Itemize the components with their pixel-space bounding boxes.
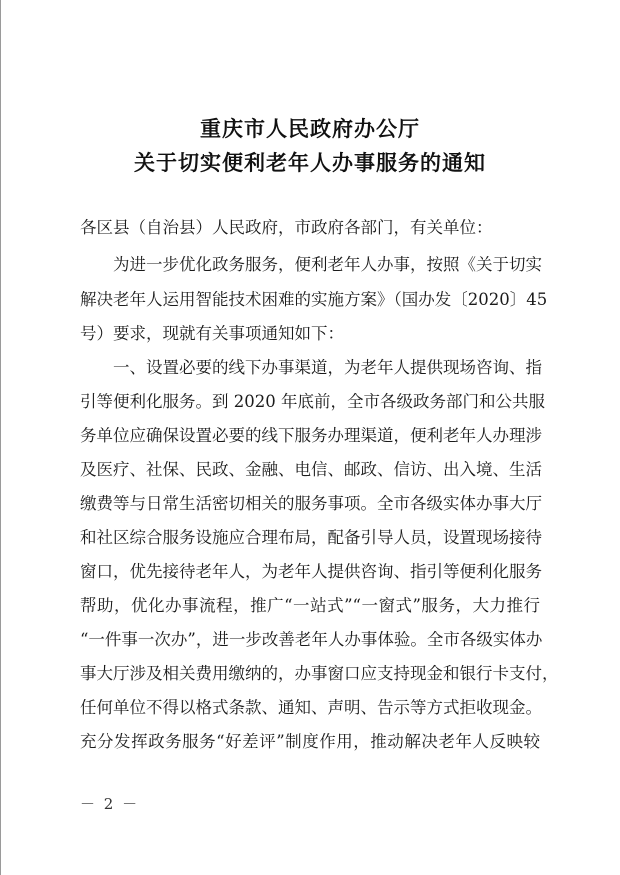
body-line-12: “一件事一次办”，进一步改善老年人办事体验。全市各级实体办: [80, 630, 543, 649]
body-line-11: 帮助，优化办事流程，推广“一站式”“一窗式”服务，大力推行: [80, 596, 540, 615]
body-line-3: 号）要求，现就有关事项通知如下：: [80, 324, 344, 343]
document-title-line-1: 重庆市人民政府办公厅: [200, 117, 420, 141]
body-line-7: 及医疗、社保、民政、金融、电信、邮政、信访、出入境、生活: [80, 460, 542, 479]
body-line-6: 务单位应确保设置必要的线下服务办理渠道，便利老年人办理涉: [80, 426, 542, 445]
body-line-5: 引等便利化服务。到 2020 年底前，全市各级政务部门和公共服: [80, 392, 545, 411]
page-number: － 2 －: [80, 795, 140, 813]
body-line-2: 解决老年人运用智能技术困难的实施方案》（国办发〔2020〕45: [80, 290, 548, 309]
document-title-line-2: 关于切实便利老年人办事服务的通知: [134, 151, 486, 175]
body-line-13: 事大厅涉及相关费用缴纳的，办事窗口应支持现金和银行卡支付，: [80, 664, 559, 683]
body-line-10: 窗口，优先接待老年人，为老年人提供咨询、指引等便利化服务: [80, 562, 542, 581]
body-line-15: 充分发挥政务服务“好差评”制度作用，推动解决老年人反映较: [80, 732, 540, 751]
body-line-8: 缴费等与日常生活密切相关的服务事项。全市各级实体办事大厅: [80, 494, 542, 513]
addressee-line: 各区县（自治县）人民政府，市政府各部门，有关单位：: [80, 218, 493, 237]
body-line-14: 任何单位不得以格式条款、通知、声明、告示等方式拒收现金。: [80, 698, 542, 717]
body-line-1: 为进一步优化政务服务，便利老年人办事，按照《关于切实: [113, 255, 542, 274]
body-line-4: 一、设置必要的线下办事渠道，为老年人提供现场咨询、指: [113, 358, 542, 377]
body-line-9: 和社区综合服务设施应合理布局，配备引导人员，设置现场接待: [80, 528, 542, 547]
